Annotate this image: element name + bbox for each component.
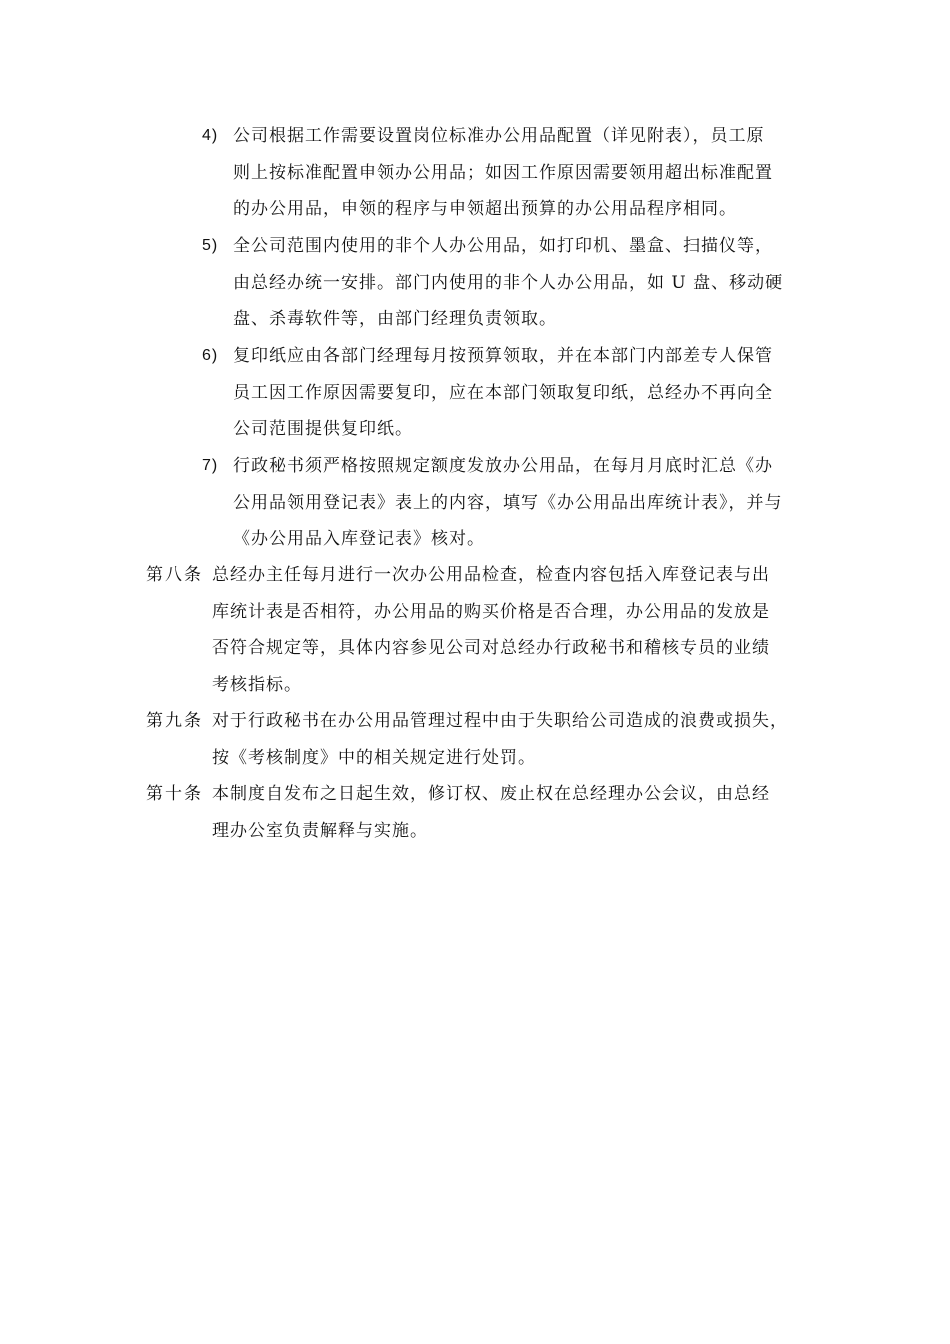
text-line: 对于行政秘书在办公用品管理过程中由于失职给公司造成的浪费或损失， bbox=[212, 711, 788, 731]
text-line: 否符合规定等，具体内容参见公司对总经办行政秘书和稽核专员的业绩 bbox=[212, 638, 770, 658]
text-line: 盘、杀毒软件等，由部门经理负责领取。 bbox=[233, 309, 557, 329]
text-line: 理办公室负责解释与实施。 bbox=[212, 820, 428, 841]
article-text bbox=[212, 557, 832, 703]
list-item-text bbox=[233, 228, 823, 338]
list-item-number: 6) bbox=[202, 347, 219, 364]
text-line: 行政秘书须严格按照规定额度发放办公用品，在每月月底时汇总《办 bbox=[233, 456, 773, 476]
article-text bbox=[212, 703, 832, 776]
text-line: 由总经办统一安排。部门内使用的非个人办公用品，如 U 盘、移动硬 bbox=[233, 272, 784, 293]
text-line: 本制度自发布之日起生效，修订权、废止权在总经理办公会议，由总经 bbox=[212, 784, 770, 804]
text-line: 考核指标。 bbox=[212, 674, 302, 695]
text-line: 公用品领用登记表》表上的内容，填写《办公用品出库统计表》，并与 bbox=[233, 492, 783, 513]
text-line: 复印纸应由各部门经理每月按预算领取，并在本部门内部差专人保管 bbox=[233, 346, 773, 366]
text-line: 《办公用品入库登记表》核对。 bbox=[233, 529, 485, 549]
text-line: 按《考核制度》中的相关规定进行处罚。 bbox=[212, 747, 536, 768]
text-line: 公司根据工作需要设置岗位标准办公用品配置（详见附表），员工原 bbox=[233, 126, 765, 146]
list-item-number: 4) bbox=[202, 127, 219, 144]
text-line: 公司范围提供复印纸。 bbox=[233, 419, 413, 439]
text-line: 则上按标准配置申领办公用品；如因工作原因需要领用超出标准配置 bbox=[233, 162, 773, 183]
article-number: 第八条 bbox=[146, 565, 203, 585]
list-item-text bbox=[233, 448, 823, 558]
text-line: 全公司范围内使用的非个人办公用品，如打印机、墨盒、扫描仪等， bbox=[233, 236, 773, 256]
text-line: 总经办主任每月进行一次办公用品检查，检查内容包括入库登记表与出 bbox=[212, 565, 770, 585]
list-item-text bbox=[233, 338, 823, 448]
text-line: 库统计表是否相符，办公用品的购买价格是否合理，办公用品的发放是 bbox=[212, 601, 770, 622]
article-text bbox=[212, 776, 832, 849]
text-line: 的办公用品，申领的程序与申领超出预算的办公用品程序相同。 bbox=[233, 199, 737, 219]
list-item-number: 5) bbox=[202, 237, 219, 254]
list-item-text bbox=[233, 118, 823, 228]
article-number: 第九条 bbox=[146, 711, 203, 731]
text-line: 员工因工作原因需要复印，应在本部门领取复印纸，总经办不再向全 bbox=[233, 382, 773, 403]
list-item-number: 7) bbox=[202, 457, 219, 474]
article-number: 第十条 bbox=[146, 784, 203, 804]
